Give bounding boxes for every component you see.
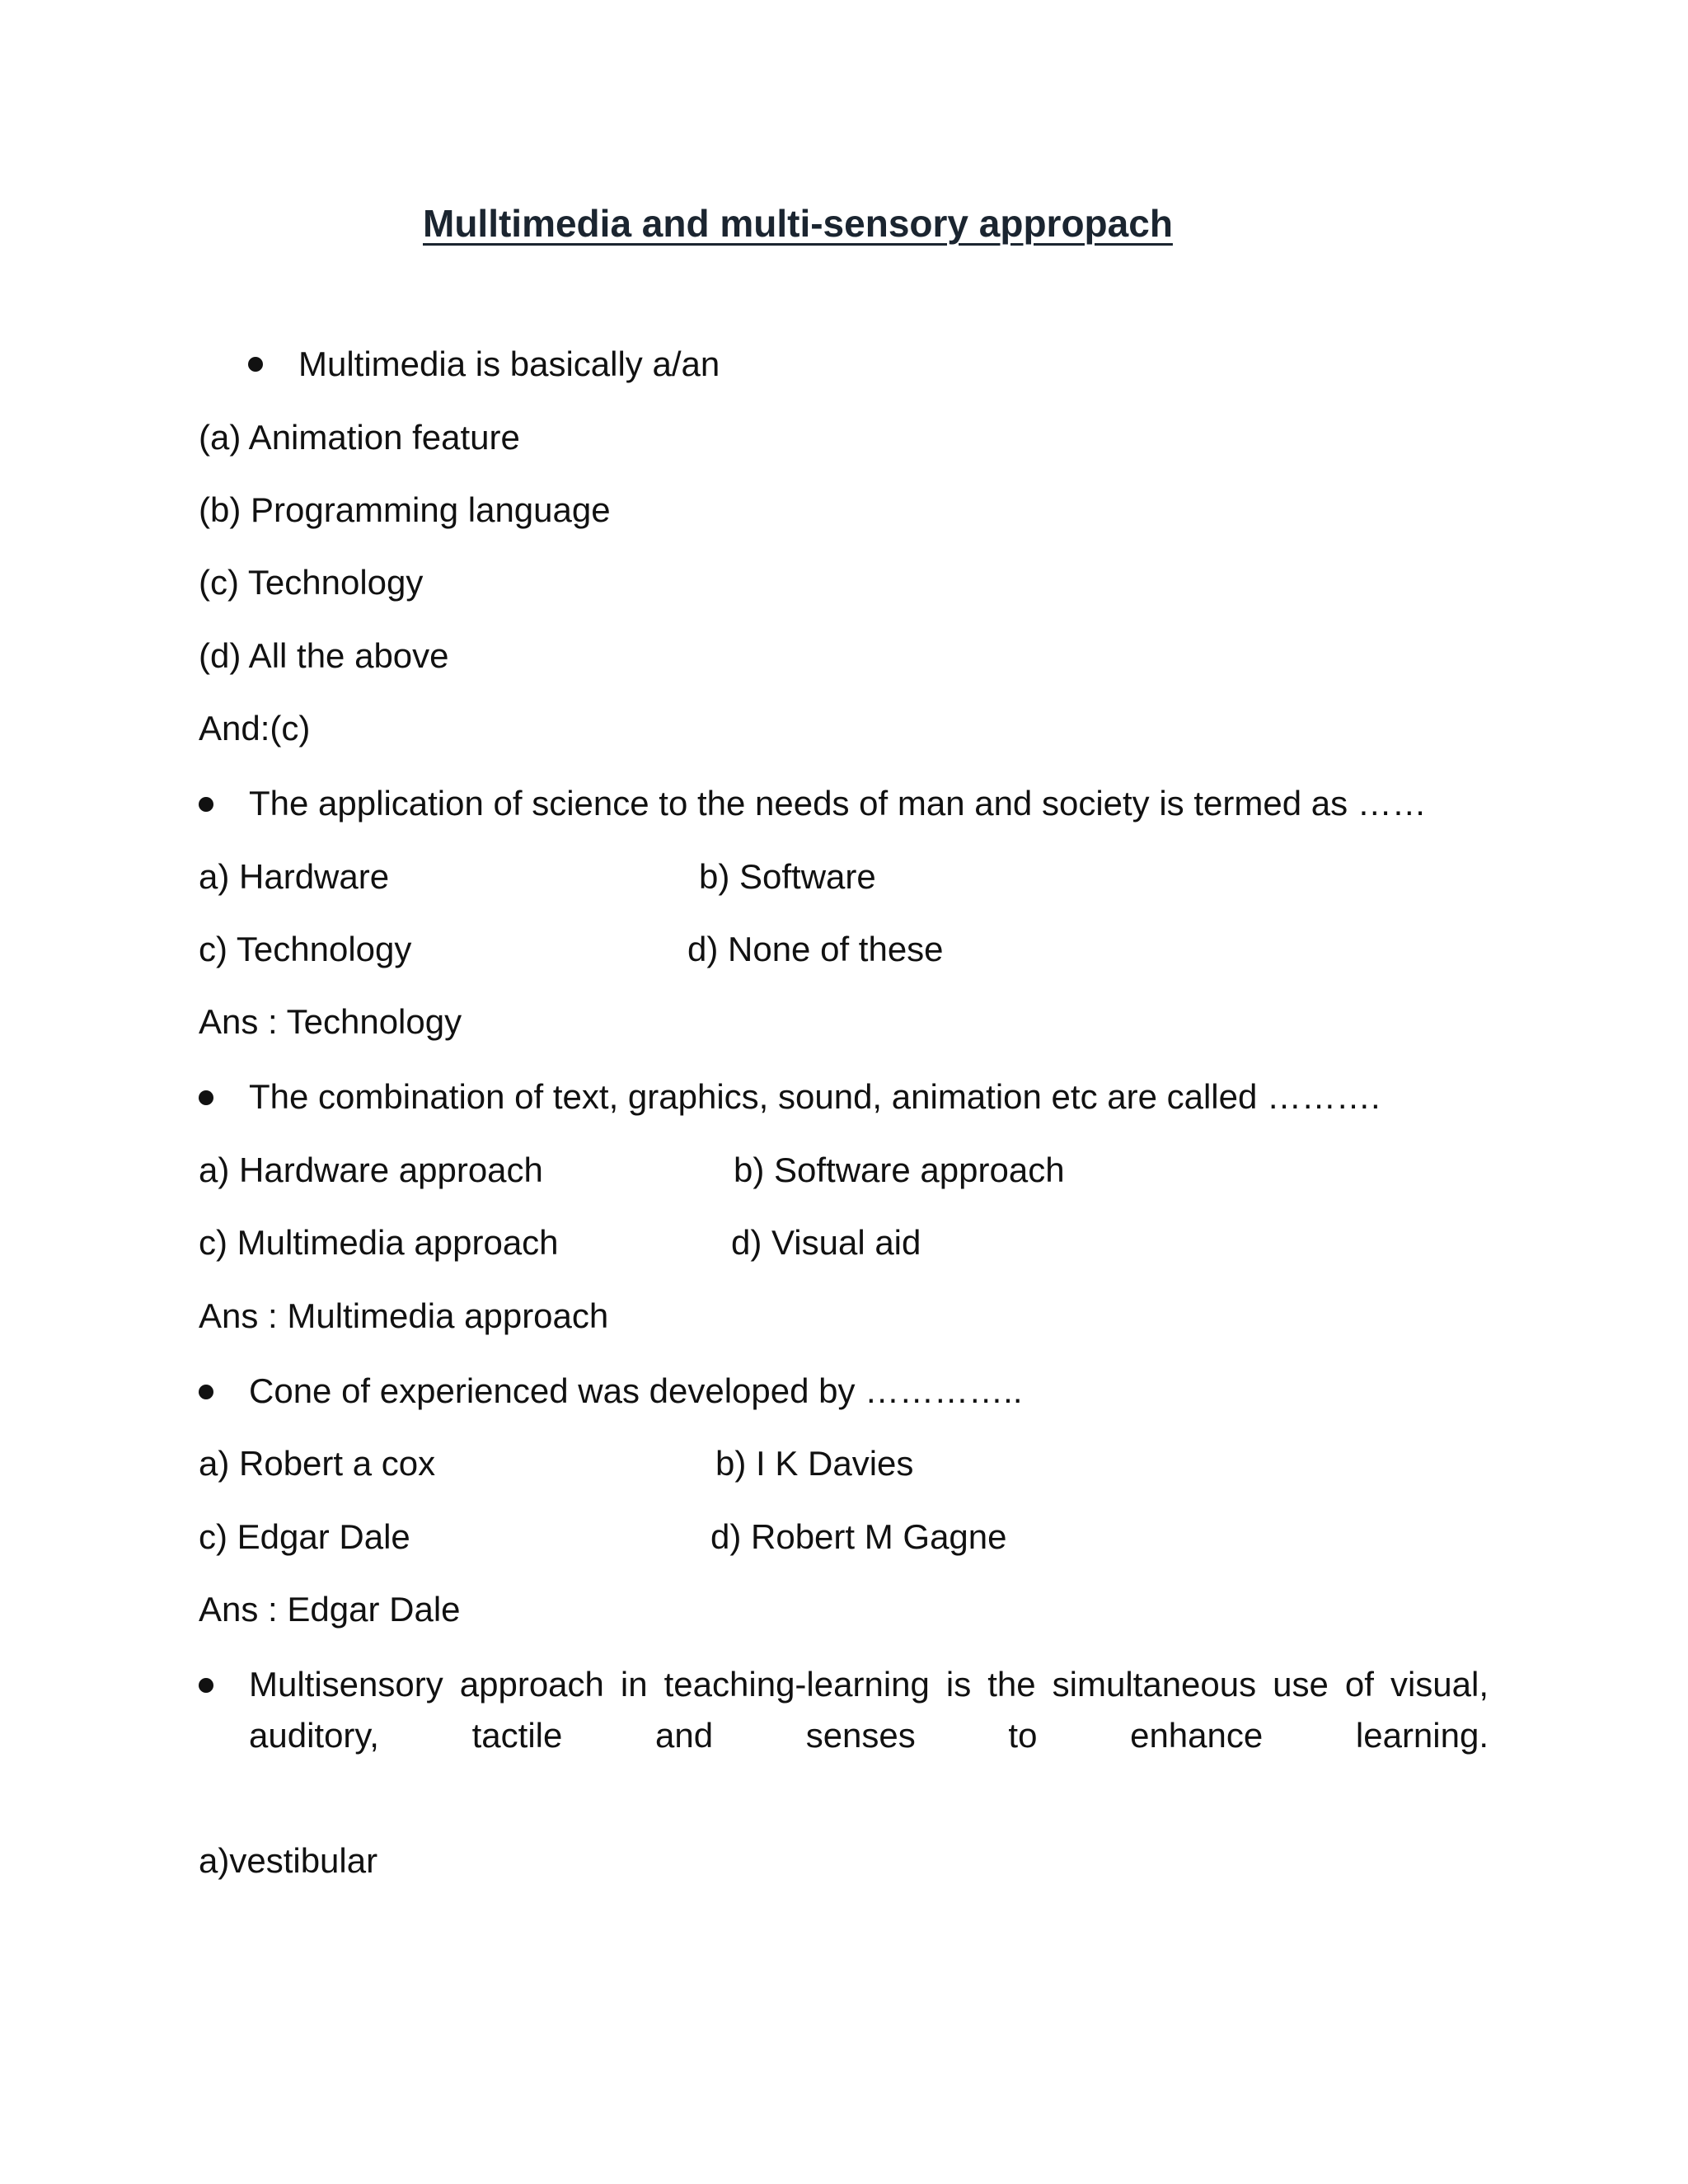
question-2: The application of science to the needs of man and society is termed as ……	[249, 784, 1427, 823]
question-3: The combination of text, graphics, sound, animation etc are called ……….	[249, 1077, 1381, 1116]
bullet-icon	[199, 1678, 213, 1693]
q3-option-b: b) Software approach	[734, 1151, 1065, 1189]
question-4: Cone of experienced was developed by …………..	[249, 1371, 1023, 1410]
q1-option-c: (c) Technology	[199, 563, 424, 602]
q1-option-a: (a) Animation feature	[199, 418, 520, 457]
q4-answer: Ans : Edgar Dale	[199, 1590, 461, 1629]
question-1: Multimedia is basically a/an	[298, 344, 720, 383]
q1-answer: And:(c)	[199, 709, 311, 748]
q2-option-d: d) None of these	[687, 930, 944, 968]
q4-option-c: c) Edgar Dale	[199, 1517, 410, 1556]
question-5-line-2: auditory, tactile and senses to enhance learning.	[249, 1716, 1489, 1755]
q4-option-a: a) Robert a cox	[199, 1444, 436, 1483]
q2-option-b: b) Software	[699, 857, 876, 896]
q3-answer: Ans : Multimedia approach	[199, 1296, 609, 1335]
q4-option-b: b) I K Davies	[715, 1444, 914, 1483]
bullet-icon	[199, 1385, 213, 1399]
question-5-line-1: Multisensory approach in teaching-learning is the simultaneous use of visual,	[249, 1665, 1489, 1704]
q1-option-d: (d) All the above	[199, 636, 449, 675]
bullet-icon	[199, 1090, 213, 1105]
bullet-icon	[248, 357, 263, 372]
q2-option-c: c) Technology	[199, 930, 412, 968]
q3-option-d: d) Visual aid	[731, 1223, 921, 1262]
q5-option-a: a)vestibular	[199, 1841, 378, 1880]
q1-option-b: (b) Programming language	[199, 490, 611, 529]
q4-option-d: d) Robert M Gagne	[710, 1517, 1007, 1556]
page-title: Mulltimedia and multi-sensory appropach	[423, 202, 1173, 245]
q3-option-a: a) Hardware approach	[199, 1151, 543, 1189]
q2-option-a: a) Hardware	[199, 857, 390, 896]
q2-answer: Ans : Technology	[199, 1002, 462, 1041]
q3-option-c: c) Multimedia approach	[199, 1223, 559, 1262]
bullet-icon	[199, 797, 213, 812]
